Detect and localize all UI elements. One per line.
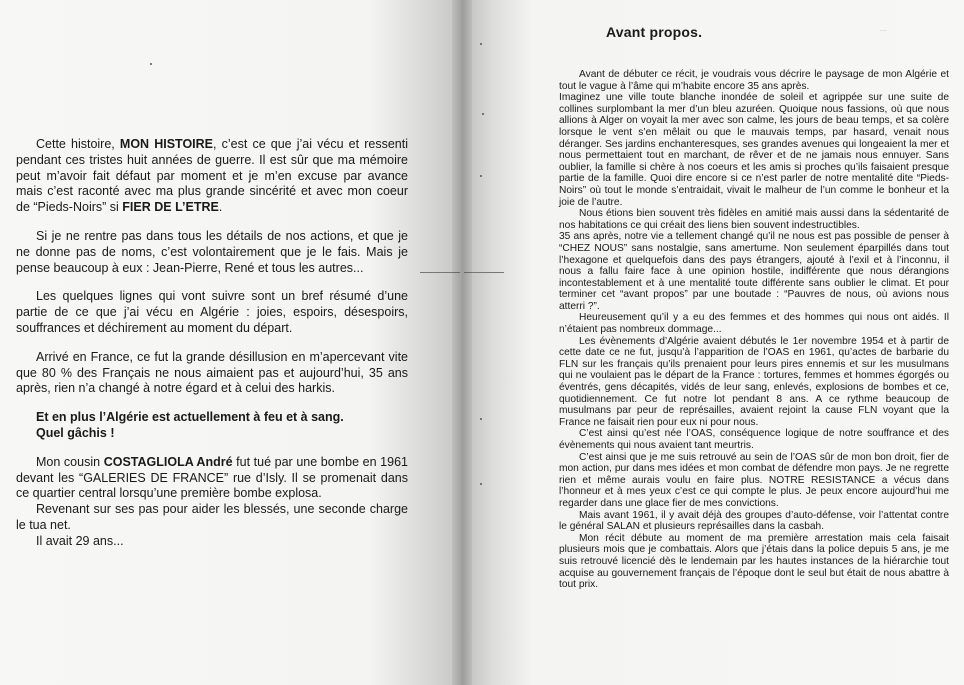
paragraph-resume: Les quelques lignes qui vont suivre sont un bref résumé d’une partie de ce que j’ai vécu en Algérie : joies, espoirs, désespoirs, souffrances et déchirement au moment du départ. bbox=[16, 289, 408, 335]
paragraph-oas-nee: C’est ainsi qu’est née l’OAS, conséquence logique de notre souffrance et des évènements qui nous avaient tant meurtris. bbox=[559, 428, 949, 451]
paragraph-mon-histoire: Cette histoire, MON HISTOIRE, c’est ce que j’ai vécu et ressenti pendant ces tristes huit années de guerre. Il est sûr que ma mémoire peut m’avoir fait défaut par moment et je m’en excuse par avance mais c’est raconté avec ma plus grande sincérité et avec mon coeur de “Pieds-Noirs” si FIER DE L’ETRE. bbox=[16, 137, 408, 215]
paragraph-arrive-france: Arrivé en France, ce fut la grande désillusion en m’apercevant vite que 80 % des Français ne nous aimaient pas et aujourd’hui, 35 ans après, rien n’a changé à notre égard et à celui des harkis. bbox=[16, 349, 408, 396]
scan-speck bbox=[480, 483, 482, 485]
paragraph-avant-1961: Mais avant 1961, il y avait déjà des groupes d’auto-défense, voir l’attentat contre le général SALAN et plusieurs représailles dans la casbah. bbox=[559, 509, 949, 533]
paragraph-heureusement: Heureusement qu’il y a eu des femmes et des hommes qui nous ont aidés. Il n’étaient pas nombreux dommage... bbox=[559, 312, 949, 336]
scan-speck bbox=[480, 175, 482, 177]
left-page-text bbox=[16, 137, 408, 550]
paragraph-imaginez: Imaginez une ville toute blanche inondée de soleil et agrippée sur une suite de collines surplombant la mer d’un bleu azuréen. Quoique nous fassions, où que nous allions à Alger on voyait la mer avec son calme, les jours de beau temps, et sa colère lorsque le vent s’en mêlait ou que le mauvais temps, par hasard, venait nous déranger. Ses jardins enchanteresques, ses grandes avenues qui longeaient la mer et nous permettaient tout en marchant, de rêver et de ne jamais nous ennuyer. Sans oublier, la famille si chère à nos coeurs et les amis si proches qu’ils faisaient presque partie de la famille. Quoi dire encore si ce n’est parler de notre mentalité dite “Pieds-Noirs” où tout le monde s’entraidait, vivait le malheur de l’un comme le bonheur et la joie de l’autre. bbox=[559, 92, 949, 208]
right-page-text bbox=[559, 69, 949, 591]
paragraph-cousin: Mon cousin COSTAGLIOLA André fut tué par une bombe en 1961 devant les “GALERIES DE FRANCE” rue d’Isly. Il se promenait dans ce quartier central lorsqu’une première bombe explosa. bbox=[16, 454, 408, 501]
paragraph-29-ans: Il avait 29 ans... bbox=[36, 533, 124, 548]
scan-speck bbox=[480, 43, 482, 45]
paragraph-evenements: Les évènements d’Algérie avaient débutés le 1er novembre 1954 et à partir de cette date ce ne fut, jusqu’à l’apparition de l’OAS en 1961, qu’actes de barbarie du FLN sur les français qu’ils prenaient pour leurs pires ennemis et sur les musulmans qui ne voulaient pas le départ de la France : tortures, femmes et hommes égorgés ou éventrés, gens décapités, vidés de leur sang, enlevés, explosions de bombes et ce, quotidiennement. Ce fut notre lot pendant 8 ans. A ce rythme beaucoup de musulmans par peur de représailles, avaient rejoint la cause FLN voyant que la France ne faisait rien pour eux ni pour nous. bbox=[559, 335, 949, 428]
paragraph-feu-sang: Et en plus l’Algérie est actuellement à feu et à sang. bbox=[36, 410, 344, 425]
scan-speck bbox=[480, 418, 482, 420]
paragraph-avant-debuter: Avant de débuter ce récit, je voudrais vous décrire le paysage de mon Algérie et tout le vague à l’âme qui m’habite encore 35 ans après. bbox=[559, 69, 949, 92]
paragraph-fideles: Nous étions bien souvent très fidèles en amitié mais aussi dans la sédentarité de nos habitations ce qui créait des liens bien souvent indestructibles. bbox=[559, 208, 949, 231]
scan-speck bbox=[482, 113, 484, 115]
page-title: Avant propos. bbox=[606, 24, 703, 40]
paragraph-details: Si je ne rentre pas dans tous les détails de nos actions, et que je ne donne pas de noms, c’est volontairement que je le fais. Mais je pense beaucoup à eux : Jean-Pierre, René et tous les autres... bbox=[16, 228, 408, 275]
paragraph-35-ans: 35 ans après, notre vie a tellement changé qu’il ne nous est pas possible de penser à “CHEZ NOUS” sans nostalgie, sans amertume. Non seulement éparpillés dans tout l’hexagone et quelquefois dans des pays étrangers, ajouté à l’exil et à l’inconnu, il nous a fallu faire face à une opinion hostile, indifférente que nous dérangions incontestablement et à une mentalité toute différente sans oublier le climat. Et pour terminer cet “avant propos” par une boutade : “Pauvres de nous, où avions nous atterri ?”. bbox=[559, 231, 949, 312]
paragraph-gachis: Quel gâchis ! bbox=[36, 425, 115, 440]
left-page bbox=[0, 0, 462, 685]
book-gutter bbox=[452, 0, 472, 685]
paragraph-oas-sein: C’est ainsi que je me suis retrouvé au sein de l’OAS sûr de mon bon droit, fier de mon action, pur dans mes idées et mon combat de défendre mon pays. Je ne regrette rien et même aurais voulu en faire plus. NOTRE RESISTANCE a vécus dans l’honneur et à mes yeux c’est ce qui compte le plus. Je peux encore aujourd’hui me regarder dans une glace fier de mes convictions. bbox=[559, 451, 949, 509]
paragraph-mon-recit: Mon récit débute au moment de ma première arrestation mais cela faisait plusieurs mois que je combattais. Alors que j’étais dans la police depuis 5 ans, je me suis retrouvé licencié dès le lendemain par les hautes instances de la hiérarchie tout acquise au gouvernement français de l’époque dont le seul but était de nous abattre à tout prix. bbox=[559, 532, 949, 591]
scan-speck bbox=[150, 63, 152, 65]
scan-smudge: ···· bbox=[880, 28, 887, 34]
paragraph-revenant: Revenant sur ses pas pour aider les blessés, une seconde charge le tua net. bbox=[16, 502, 408, 532]
